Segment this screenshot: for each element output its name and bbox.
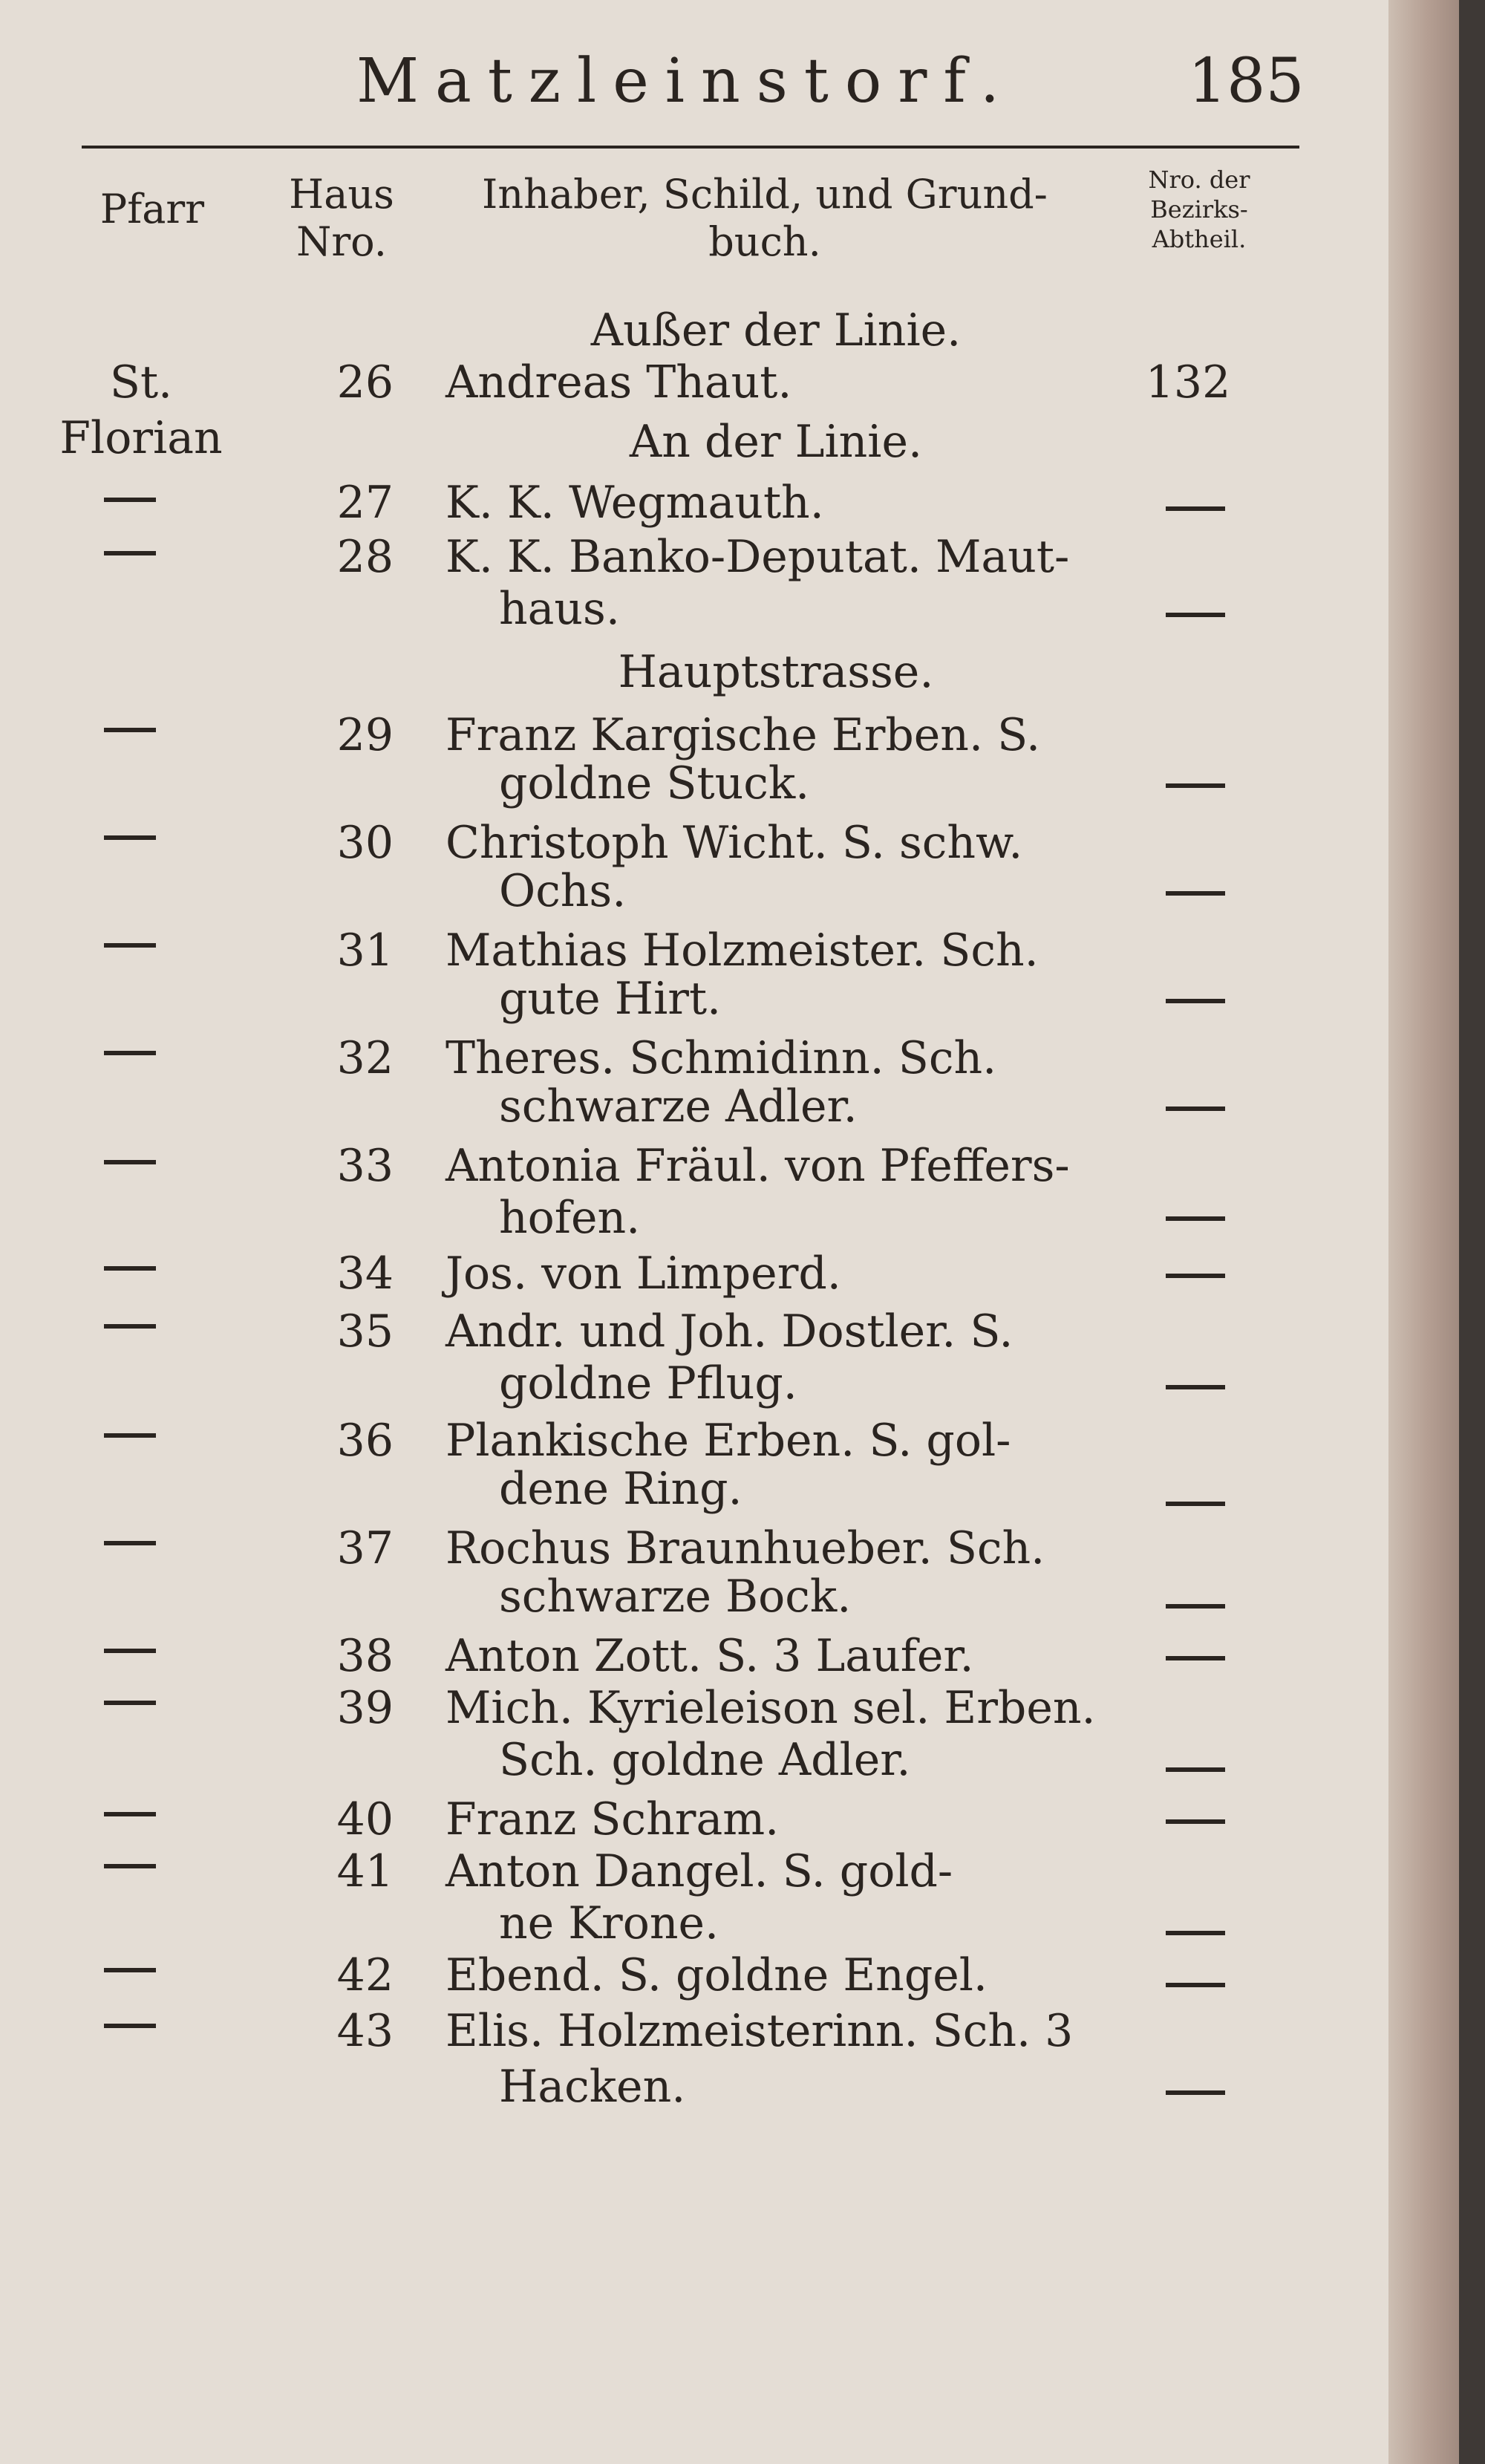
header-rule-right — [1106, 146, 1299, 149]
pfarr-ditto-dash — [104, 1324, 156, 1329]
house-number: 30 — [336, 817, 394, 869]
pfarr-ditto-dash — [104, 551, 156, 555]
pfarr-ditto-dash — [104, 1051, 156, 1055]
owner-entry-continuation: Ochs. — [499, 865, 627, 917]
bezirk-ditto-dash — [1166, 1767, 1225, 1772]
column-header-pfarr: Pfarr — [99, 186, 205, 232]
owner-entry: Plankische Erben. S. gol- — [446, 1415, 1011, 1467]
pfarr-ditto-dash — [104, 1541, 156, 1545]
section-heading: An der Linie. — [629, 416, 923, 468]
owner-entry-continuation: ne Krone. — [499, 1897, 719, 1949]
owner-entry: Mathias Holzmeister. Sch. — [446, 925, 1039, 977]
pfarr-ditto-dash — [104, 1649, 156, 1653]
owner-entry: Theres. Schmidinn. Sch. — [446, 1032, 997, 1084]
bezirk-ditto-dash — [1166, 1274, 1225, 1278]
house-number: 37 — [336, 1522, 394, 1574]
owner-entry-continuation: haus. — [499, 583, 620, 635]
owner-entry: Antonia Fräul. von Pfeffers- — [446, 1140, 1070, 1192]
house-number: 41 — [336, 1845, 394, 1897]
header-rule-left — [82, 146, 468, 149]
owner-entry: Elis. Holzmeisterinn. Sch. 3 — [446, 2005, 1074, 2057]
column-header-inhaber-line2: buch. — [708, 218, 821, 265]
owner-entry: Franz Schram. — [446, 1793, 780, 1845]
owner-entry-continuation: goldne Pflug. — [499, 1358, 797, 1409]
house-number: 29 — [336, 709, 394, 761]
house-number: 34 — [336, 1248, 394, 1300]
house-number: 39 — [336, 1682, 394, 1734]
column-header-bezirk-line3: Abtheil. — [1152, 225, 1247, 253]
house-number: 31 — [336, 925, 394, 977]
owner-entry-continuation: hofen. — [499, 1192, 641, 1244]
bezirk-number: 132 — [1145, 356, 1231, 408]
pfarr-ditto-dash — [104, 835, 156, 840]
house-number: 28 — [336, 531, 394, 583]
column-header-inhaber-line1: Inhaber, Schild, und Grund- — [482, 171, 1048, 218]
column-header-inhaber — [438, 171, 1091, 266]
column-header-haus-line1: Haus — [289, 171, 394, 218]
pfarr-ditto-dash — [104, 1968, 156, 1972]
owner-entry: Jos. von Limperd. — [446, 1248, 841, 1300]
pfarr-ditto-dash — [104, 1160, 156, 1164]
bezirk-ditto-dash — [1166, 1819, 1225, 1824]
owner-entry-continuation: Sch. goldne Adler. — [499, 1734, 911, 1786]
bezirk-ditto-dash — [1166, 1385, 1225, 1389]
column-header-haus-line2: Nro. — [296, 218, 387, 265]
owner-entry: Anton Dangel. S. gold- — [446, 1845, 953, 1897]
owner-entry: Christoph Wicht. S. schw. — [446, 817, 1023, 869]
column-header-bezirk-line1: Nro. der — [1148, 166, 1250, 194]
house-number: 33 — [336, 1140, 394, 1192]
book-binding-edge — [1459, 0, 1485, 2464]
owner-entry: K. K. Banko-Deputat. Maut- — [446, 531, 1070, 583]
pfarr-ditto-dash — [104, 1266, 156, 1271]
pfarr-ditto-dash — [104, 2024, 156, 2028]
owner-entry-continuation: schwarze Adler. — [499, 1081, 858, 1132]
bezirk-ditto-dash — [1166, 1604, 1225, 1609]
owner-entry: Andr. und Joh. Dostler. S. — [446, 1306, 1014, 1358]
house-number: 32 — [336, 1032, 394, 1084]
house-number: 40 — [336, 1793, 394, 1845]
column-header-bezirk — [1106, 165, 1292, 254]
owner-entry-continuation: Hacken. — [499, 2061, 686, 2113]
owner-entry-continuation: goldne Stuck. — [499, 757, 810, 809]
pfarr-ditto-dash — [104, 1864, 156, 1868]
page-title: Matzleinstorf. — [356, 46, 1016, 117]
owner-entry-continuation: gute Hirt. — [499, 973, 722, 1025]
owner-entry: Andreas Thaut. — [446, 356, 792, 408]
owner-entry: Mich. Kyrieleison sel. Erben. — [446, 1682, 1096, 1734]
owner-entry: Rochus Braunhueber. Sch. — [446, 1522, 1045, 1574]
owner-entry-continuation: schwarze Bock. — [499, 1571, 852, 1623]
page-number: 185 — [1188, 46, 1305, 117]
house-number: 43 — [336, 2005, 394, 2057]
house-number: 38 — [336, 1630, 394, 1682]
column-header-haus — [267, 171, 416, 266]
bezirk-ditto-dash — [1166, 2090, 1225, 2095]
pfarr-ditto-dash — [104, 728, 156, 732]
bezirk-ditto-dash — [1166, 891, 1225, 896]
bezirk-ditto-dash — [1166, 1983, 1225, 1987]
owner-entry: Anton Zott. S. 3 Laufer. — [446, 1630, 974, 1682]
column-header-bezirk-line2: Bezirks- — [1150, 195, 1248, 224]
owner-entry: Ebend. S. goldne Engel. — [446, 1949, 988, 2001]
bezirk-ditto-dash — [1166, 1106, 1225, 1111]
section-heading: Hauptstrasse. — [618, 646, 934, 698]
bezirk-ditto-dash — [1166, 783, 1225, 788]
bezirk-ditto-dash — [1166, 1656, 1225, 1660]
bezirk-ditto-dash — [1166, 1931, 1225, 1935]
header-rule-middle — [446, 146, 1114, 149]
house-number: 36 — [336, 1415, 394, 1467]
pfarr-ditto-dash — [104, 498, 156, 502]
house-number: 26 — [336, 356, 394, 408]
house-number: 42 — [336, 1949, 394, 2001]
owner-entry: Franz Kargische Erben. S. — [446, 709, 1041, 761]
bezirk-ditto-dash — [1166, 1502, 1225, 1506]
owner-entry-continuation: dene Ring. — [499, 1463, 742, 1515]
owner-entry: K. K. Wegmauth. — [446, 477, 824, 529]
house-number: 35 — [336, 1306, 394, 1358]
bezirk-ditto-dash — [1166, 1216, 1225, 1221]
house-number: 27 — [336, 477, 394, 529]
bezirk-ditto-dash — [1166, 506, 1225, 511]
bezirk-ditto-dash — [1166, 999, 1225, 1003]
pfarr-name-line1: St. — [109, 356, 173, 408]
pfarr-name-line2: Florian — [59, 412, 223, 464]
section-heading: Außer der Linie. — [590, 304, 962, 356]
pfarr-ditto-dash — [104, 1701, 156, 1705]
pfarr-ditto-dash — [104, 1812, 156, 1816]
pfarr-ditto-dash — [104, 943, 156, 948]
bezirk-ditto-dash — [1166, 613, 1225, 617]
pfarr-ditto-dash — [104, 1433, 156, 1438]
